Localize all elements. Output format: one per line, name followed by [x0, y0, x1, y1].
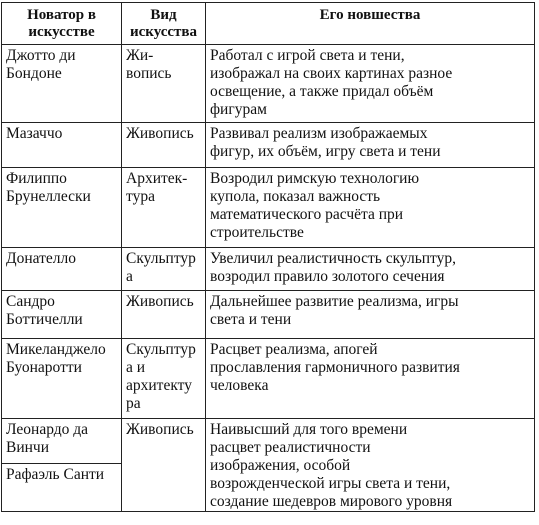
kind-line: вопись	[126, 65, 172, 82]
innovator-name-line: Буонаротти	[6, 359, 82, 376]
innovation-line: строительстве	[210, 224, 304, 241]
innovation-line: Увеличил реалистичность скульптур,	[210, 250, 457, 267]
kind-line: тура	[126, 188, 155, 205]
innovator-name-line: Леонардо да	[6, 421, 89, 438]
innovator-name-line: Боттичелли	[6, 311, 83, 328]
header-innovator-line1: Новатор в	[27, 6, 96, 23]
innovation-line: Наивысший для того времени	[210, 421, 408, 438]
table-row	[2, 339, 535, 419]
innovator-name-line: Мазаччо	[6, 125, 63, 142]
table-row	[2, 123, 535, 168]
innovation-cell	[206, 168, 535, 248]
innovator-name-line: Рафаэль Санти	[6, 466, 105, 483]
kind-line: а и	[126, 359, 146, 376]
innovation-line: Возродил римскую технологию	[210, 170, 420, 187]
innovator-cell	[2, 339, 122, 419]
kind-line: Живопись	[126, 125, 194, 142]
table-header-row	[2, 3, 535, 45]
innovator-name-line: Брунеллески	[6, 188, 91, 205]
innovation-line: создание шедевров мирового уровня	[210, 493, 453, 510]
innovation-cell	[206, 291, 535, 339]
innovation-cell	[206, 248, 535, 291]
kind-line: Живопись	[126, 293, 194, 310]
kind-line: Скульптур	[126, 341, 196, 358]
table-row	[2, 248, 535, 291]
innovator-cell	[2, 123, 122, 168]
innovation-line: человека	[210, 377, 269, 394]
innovation-line: прославления гармоничного развития	[210, 359, 460, 376]
innovator-cell	[2, 45, 122, 123]
kind-cell	[122, 419, 206, 512]
innovation-cell	[206, 45, 535, 123]
kind-cell	[122, 123, 206, 168]
kind-cell	[122, 45, 206, 123]
innovator-cell	[2, 248, 122, 291]
header-kind	[122, 3, 206, 45]
innovator-cell	[2, 419, 122, 464]
innovation-line: освещение, а также придал объём	[210, 83, 434, 100]
innovation-line: изображения, особой	[210, 457, 351, 474]
innovators-table	[1, 2, 535, 512]
header-kind-line2: искусства	[129, 23, 198, 40]
kind-cell	[122, 291, 206, 339]
innovation-cell	[206, 339, 535, 419]
kind-line: а	[126, 268, 133, 285]
innovation-line: изображал на своих картинах разное	[210, 65, 453, 82]
innovator-name-line: Донателло	[6, 250, 76, 267]
table-row	[2, 45, 535, 123]
innovation-line: возрожденческой игры света и тени,	[210, 475, 451, 492]
innovation-line: Расцвет реализма, апогей	[210, 341, 378, 358]
kind-line: Живопись	[126, 421, 194, 438]
kind-line: архитекту	[126, 377, 192, 394]
header-innovator	[2, 3, 122, 45]
kind-line: Жи-	[126, 47, 154, 64]
innovator-name-line: Винчи	[6, 439, 50, 456]
kind-line: Архитек-	[126, 170, 188, 187]
innovation-line: фигурам	[210, 101, 267, 118]
table-row	[2, 419, 535, 464]
innovation-line: купола, показал важность	[210, 188, 381, 205]
innovator-name-line: Микеланджело	[6, 341, 106, 358]
innovator-cell	[2, 464, 122, 512]
innovator-cell	[2, 168, 122, 248]
kind-line: Скульптур	[126, 250, 196, 267]
innovation-line: Работал с игрой света и тени,	[210, 47, 405, 64]
table-row	[2, 291, 535, 339]
innovation-cell	[206, 123, 535, 168]
kind-cell	[122, 248, 206, 291]
innovator-name-line: Филиппо	[6, 170, 67, 187]
table-row	[2, 168, 535, 248]
innovator-name-line: Сандро	[6, 293, 55, 310]
innovation-line: света и тени	[210, 311, 292, 328]
header-innovation	[206, 3, 535, 45]
kind-cell	[122, 168, 206, 248]
innovation-line: Развивал реализм изображаемых	[210, 125, 428, 142]
innovation-line: Дальнейшее развитие реализма, игры	[210, 293, 459, 310]
innovator-name-line: Бондоне	[6, 65, 62, 82]
header-innovation-text: Его новшества	[319, 7, 421, 23]
innovator-cell	[2, 291, 122, 339]
header-innovator-line2: искусстве	[28, 23, 95, 40]
innovation-line: расцвет реалистичности	[210, 439, 371, 456]
innovation-line: фигур, их объём, игру света и тени	[210, 143, 441, 160]
innovator-name-line: Джотто ди	[6, 47, 76, 64]
header-kind-line1: Вид	[150, 6, 177, 23]
kind-cell	[122, 339, 206, 419]
kind-line: ра	[126, 395, 141, 412]
innovation-line: математического расчёта при	[210, 206, 404, 223]
innovation-line: возродил правило золотого сечения	[210, 268, 445, 285]
innovation-cell	[206, 419, 535, 512]
